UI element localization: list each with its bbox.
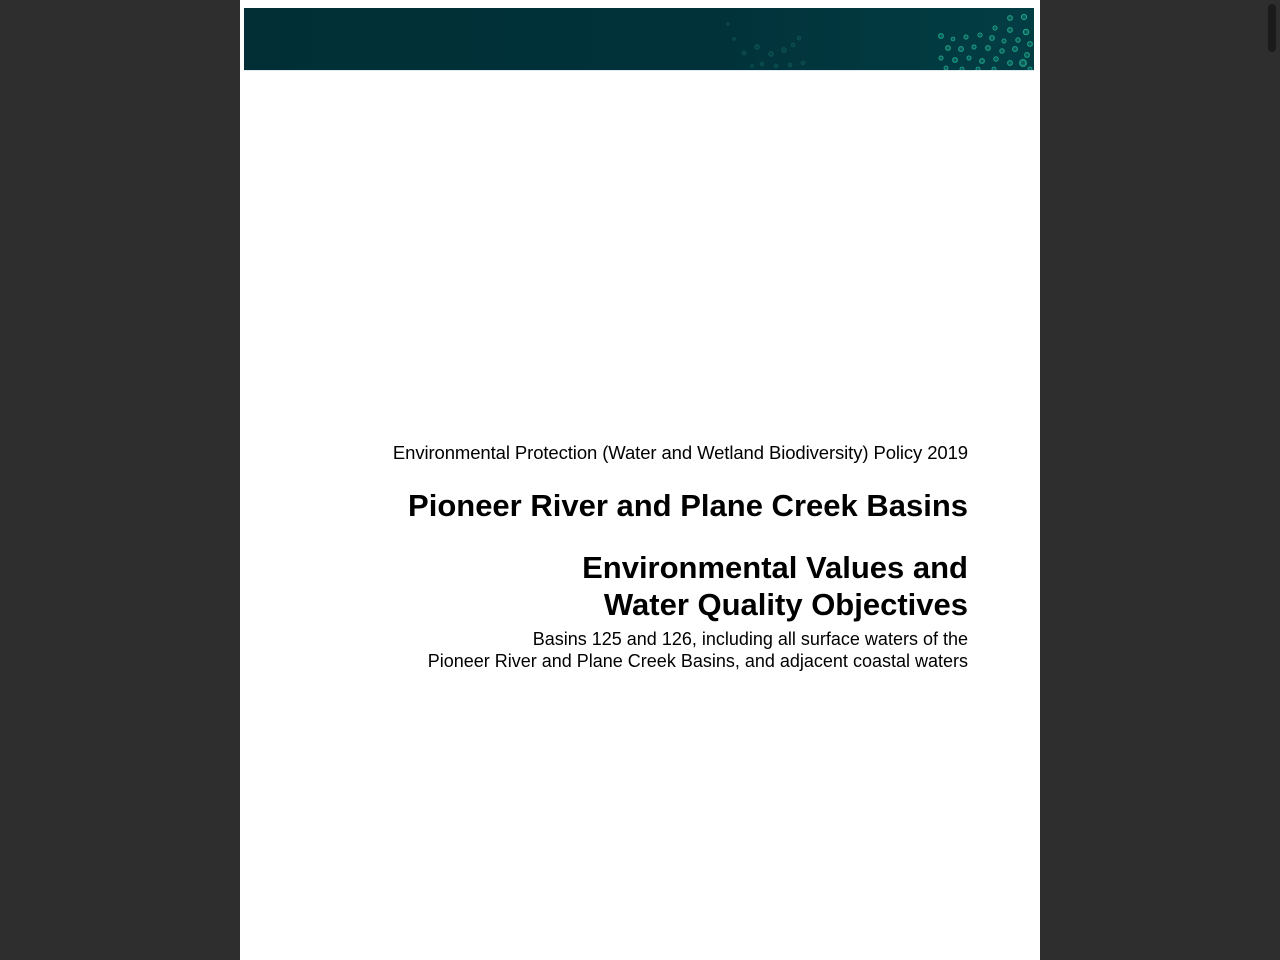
subtitle-line: Basins 125 and 126, including all surface waters of the: [532, 629, 968, 649]
document-title-line: Environmental Values and: [582, 550, 968, 585]
document-title-line: Water Quality Objectives: [603, 587, 968, 622]
subtitle-line: Pioneer River and Plane Creek Basins, and adjacent coastal waters: [427, 651, 968, 671]
scrollbar-thumb[interactable]: [1268, 4, 1276, 52]
header-banner: [244, 8, 1034, 70]
policy-name: Environmental Protection (Water and Wetland Biodiversity) Policy 2019: [392, 442, 968, 463]
document-subtitle: [328, 628, 968, 672]
document-page: [240, 0, 1040, 960]
basin-title: Pioneer River and Plane Creek Basins: [408, 488, 968, 523]
banner-divider: [244, 70, 1034, 71]
bubbles-decoration-icon: [244, 8, 1034, 70]
cover-title-block: [328, 440, 968, 672]
document-title: [328, 549, 968, 623]
vertical-scrollbar[interactable]: [1264, 0, 1280, 960]
